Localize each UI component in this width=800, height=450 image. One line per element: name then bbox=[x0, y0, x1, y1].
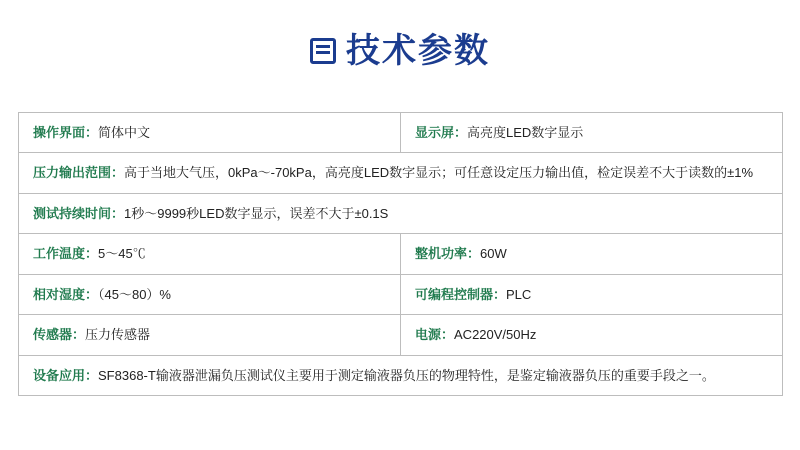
spec-label: 相对湿度： bbox=[33, 286, 99, 302]
table-row bbox=[19, 274, 783, 314]
spec-value: 60W bbox=[480, 246, 507, 262]
spec-value: 1秒～9999秒LED数字显示，误差不大于±0.1S bbox=[124, 205, 389, 221]
table-row bbox=[19, 113, 783, 153]
table-cell bbox=[19, 193, 783, 233]
spec-label: 操作界面： bbox=[33, 125, 99, 140]
table-cell bbox=[19, 153, 783, 193]
table-row bbox=[19, 315, 783, 355]
spec-label: 压力输出范围： bbox=[33, 165, 125, 181]
spec-label: 传感器： bbox=[33, 327, 86, 343]
spec-label: 测试持续时间： bbox=[33, 205, 125, 221]
spec-table-body bbox=[19, 113, 783, 396]
spec-value: 简体中文 bbox=[98, 125, 151, 140]
table-cell bbox=[19, 234, 401, 274]
spec-value: PLC bbox=[506, 286, 532, 302]
table-row bbox=[19, 234, 783, 274]
table-row bbox=[19, 153, 783, 193]
spec-label: 设备应用： bbox=[33, 367, 99, 383]
page-title-text: 技术参数 bbox=[346, 32, 490, 70]
spec-label: 整机功率： bbox=[415, 246, 481, 262]
spec-value: （45～80）% bbox=[98, 286, 171, 302]
spec-value: AC220V/50Hz bbox=[454, 327, 537, 343]
spec-table-wrapper bbox=[18, 112, 782, 396]
page-title bbox=[0, 0, 800, 68]
spec-label: 可编程控制器： bbox=[415, 286, 507, 302]
spec-table bbox=[18, 112, 783, 396]
spec-value: 高亮度LED数字显示 bbox=[467, 125, 584, 140]
table-cell bbox=[401, 234, 783, 274]
table-cell bbox=[19, 113, 401, 153]
spec-label: 工作温度： bbox=[33, 246, 99, 262]
table-row bbox=[19, 355, 783, 395]
table-cell bbox=[19, 315, 401, 355]
spec-value: 5～45℃ bbox=[98, 246, 146, 262]
spec-label: 电源： bbox=[415, 327, 455, 343]
table-cell bbox=[401, 274, 783, 314]
table-row bbox=[19, 193, 783, 233]
table-cell bbox=[19, 274, 401, 314]
spec-value: SF8368-T输液器泄漏负压测试仪主要用于测定输液器负压的物理特性，是鉴定输液器负压的重要手段之一。 bbox=[98, 367, 715, 383]
spec-label: 显示屏： bbox=[415, 125, 468, 140]
spec-value: 压力传感器 bbox=[85, 327, 151, 343]
table-cell bbox=[401, 315, 783, 355]
table-cell bbox=[19, 355, 783, 395]
spec-value: 高于当地大气压，0kPa～-70kPa，高亮度LED数字显示；可任意设定压力输出值，检定误差不大于读数的±1% bbox=[124, 165, 754, 181]
table-cell bbox=[401, 113, 783, 153]
document-list-icon bbox=[310, 38, 336, 64]
